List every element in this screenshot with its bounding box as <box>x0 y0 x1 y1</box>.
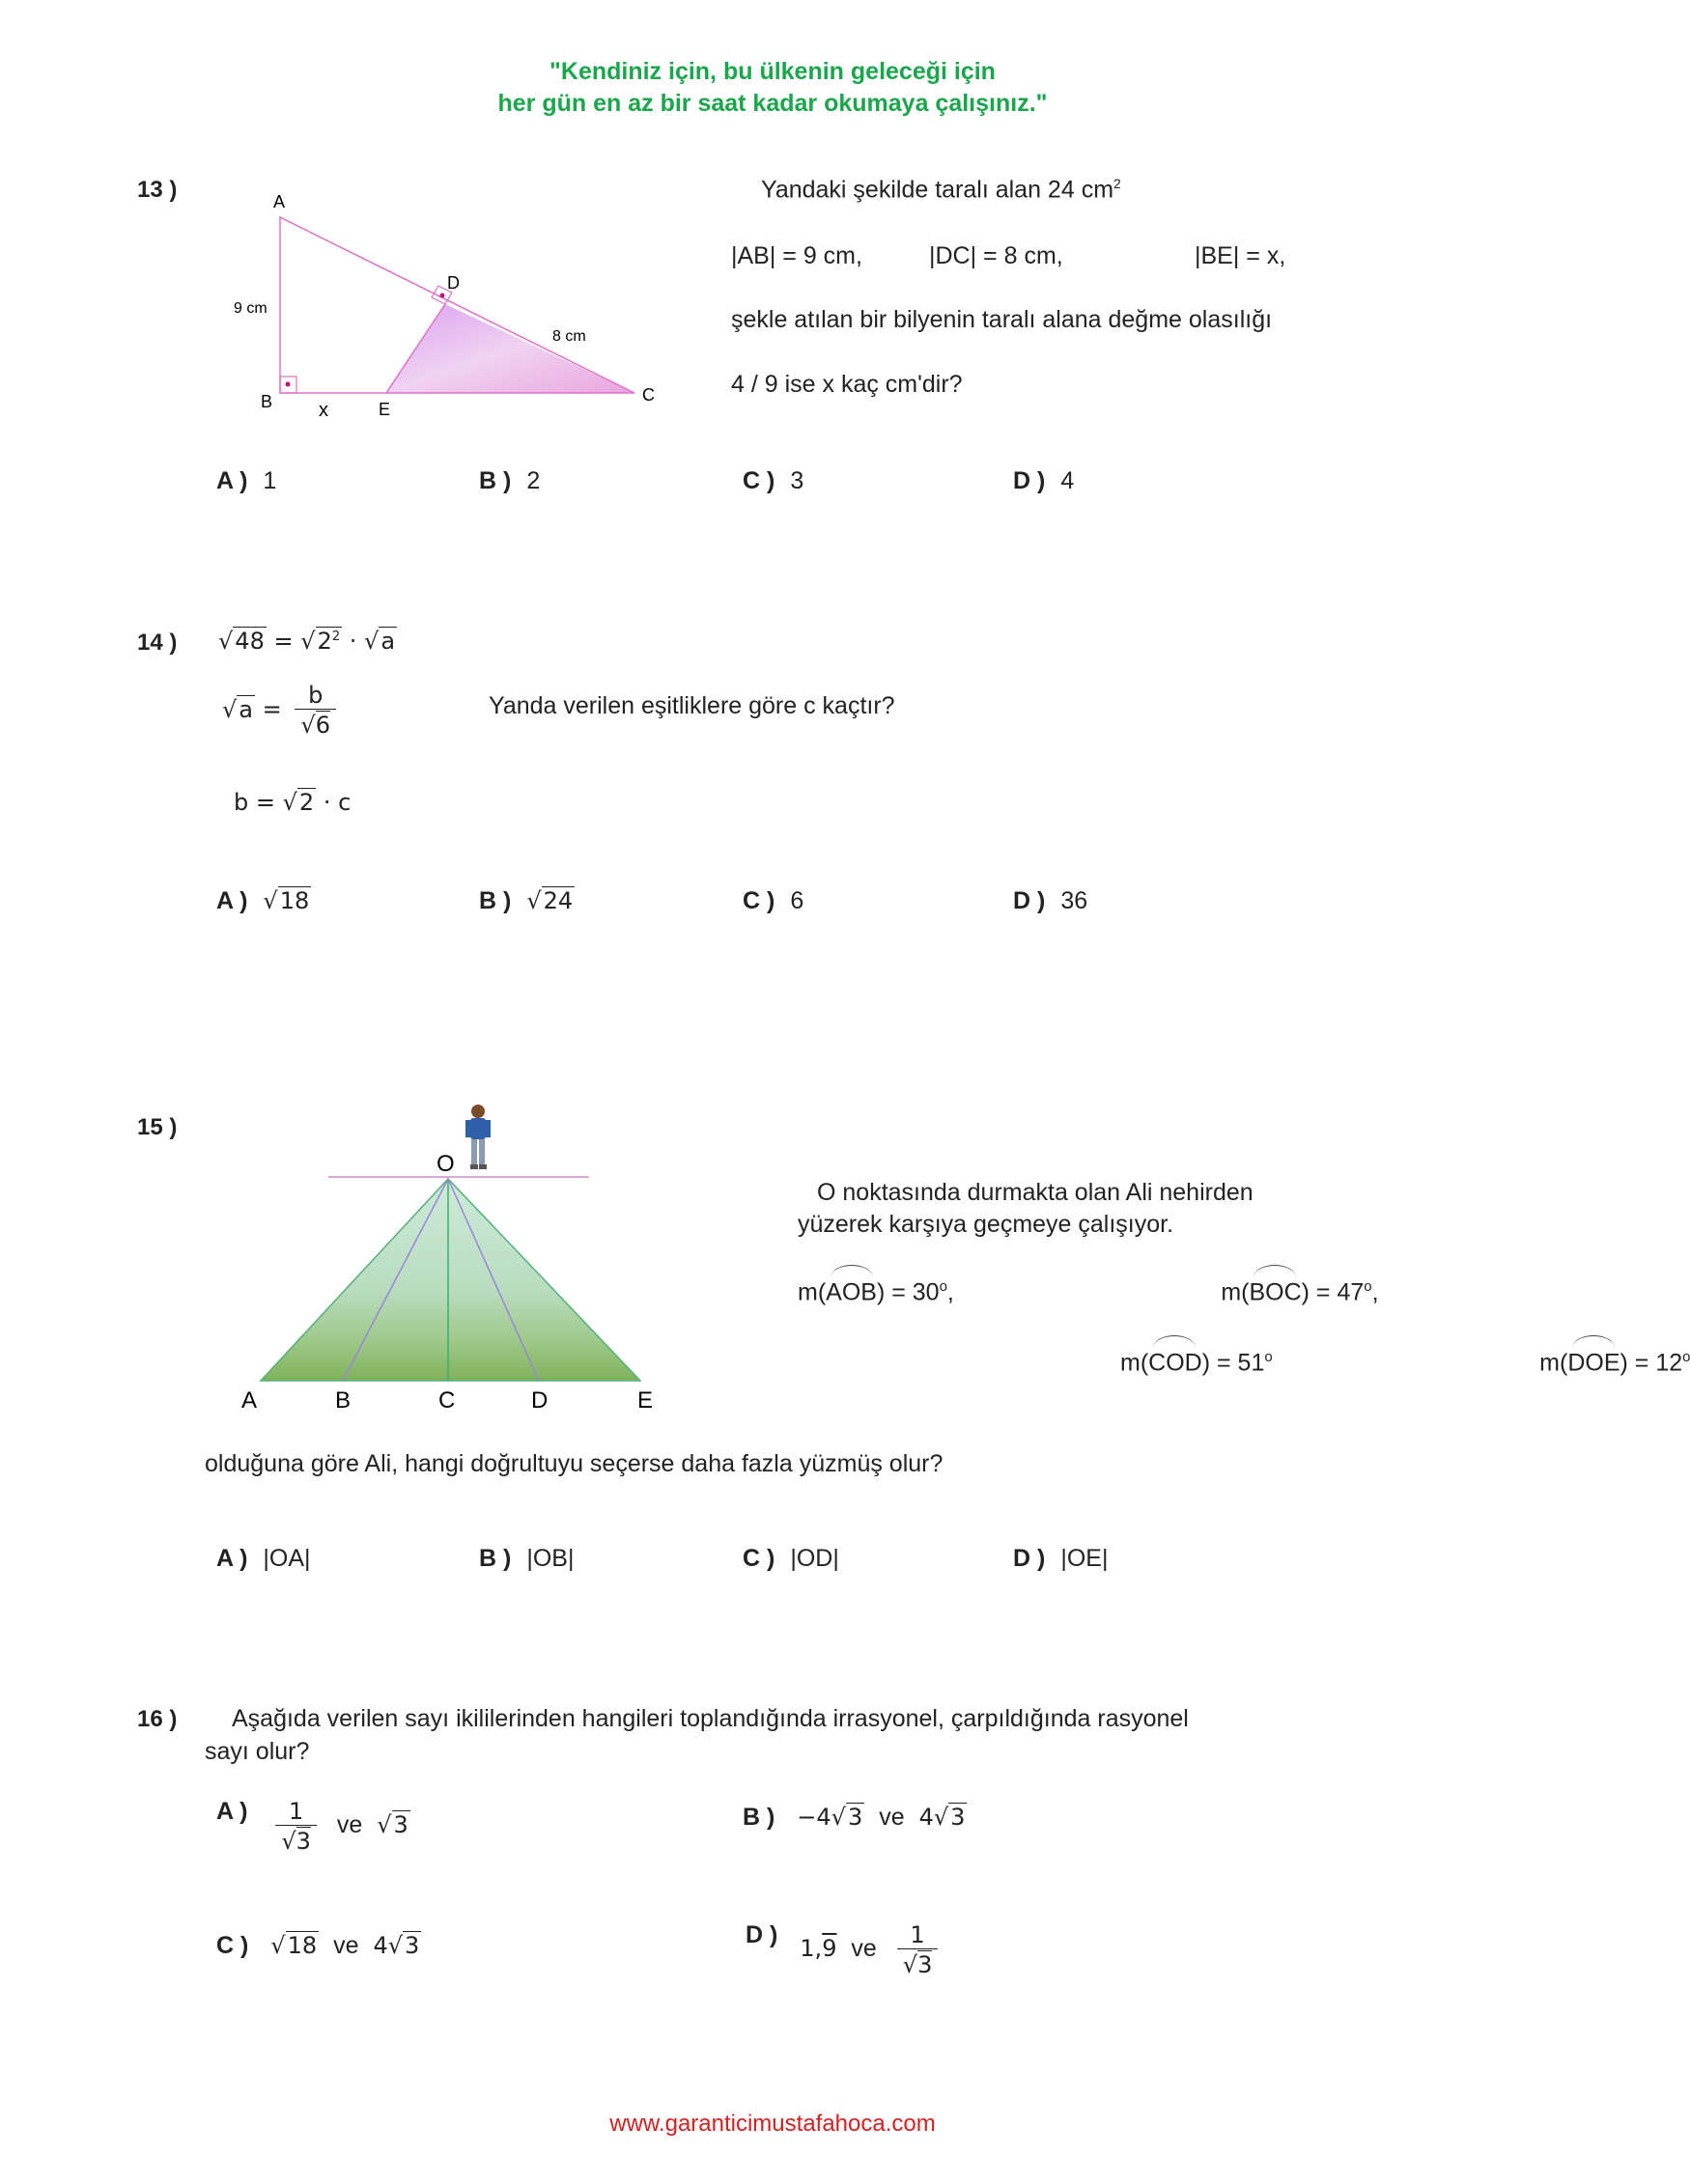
q15-option-d[interactable]: D ) |OE| <box>1013 1545 1109 1572</box>
q13-option-b[interactable]: B ) 2 <box>479 467 541 494</box>
q15-label-d: D <box>531 1387 549 1414</box>
q13-label-d: D <box>447 273 460 293</box>
motivational-quote-line2: her gün en az bir saat kadar okumaya çalışınız." <box>497 90 1048 117</box>
q16-option-c[interactable]: C ) √18 ve 4√3 <box>216 1932 420 1959</box>
motivational-quote-line1: "Kendiniz için, bu ülkenin geleceği için <box>549 58 996 85</box>
q13-triangle-figure <box>222 188 666 420</box>
q14-equation-3: b = √2 · c <box>234 789 352 816</box>
q14-option-b[interactable]: B ) √24 <box>479 887 574 914</box>
q13-dc-value: |DC| = 8 cm, <box>929 242 1063 269</box>
q15-option-a[interactable]: A ) |OA| <box>216 1545 311 1572</box>
q15-river-figure <box>232 1096 686 1419</box>
q15-angle-aob: $m(AOB) = 30^o$, <box>798 1278 954 1306</box>
q15-label-a: A <box>241 1387 258 1414</box>
q14-equation-2: √a = $\frac{b}{√6}$ <box>222 682 342 739</box>
q14-question-text: Yanda verilen eşitliklere göre c kaçtır? <box>489 692 895 719</box>
q15-text-line1: O noktasında durmakta olan Ali nehirden <box>817 1179 1253 1206</box>
q13-label-c: C <box>642 385 655 405</box>
question-15-number: 15 ) <box>137 1114 178 1140</box>
q14-option-d[interactable]: D ) 36 <box>1013 887 1088 914</box>
q15-label-o: O <box>437 1151 455 1177</box>
q14-option-a[interactable]: A ) √18 <box>216 887 310 914</box>
question-16-number: 16 ) <box>137 1706 178 1732</box>
q15-triangle-oae <box>261 1179 640 1381</box>
q13-shaded-region <box>386 304 634 393</box>
q13-length-dc: 8 cm <box>552 328 586 345</box>
q14-option-c[interactable]: C ) 6 <box>743 887 804 914</box>
q13-option-a[interactable]: A ) 1 <box>216 467 277 494</box>
q13-length-ab: 9 cm <box>234 300 268 317</box>
q13-text-line1: Yandaki şekilde taralı alan 24 $cm^2$ <box>761 176 1121 204</box>
q15-text-line2: yüzerek karşıya geçmeye çalışıyor. <box>798 1211 1174 1238</box>
q15-question-text: olduğuna göre Ali, hangi doğrultuyu seçerse daha fazla yüzmüş olur? <box>205 1450 944 1477</box>
q13-ab-value: |AB| = 9 cm, <box>731 242 862 269</box>
q13-label-x: x <box>319 400 328 421</box>
q15-label-c: C <box>438 1387 456 1414</box>
q15-option-b[interactable]: B ) |OB| <box>479 1545 575 1572</box>
q16-text-line2: sayı olur? <box>205 1738 310 1765</box>
q15-option-c[interactable]: C ) |OD| <box>743 1545 839 1572</box>
q16-option-a[interactable]: A ) $\frac{1}{√3}$ ve √3 <box>216 1798 408 1855</box>
q16-option-d[interactable]: D ) 1,9 ve $\frac{1}{√3}$ <box>746 1921 944 1978</box>
q13-label-a: A <box>273 192 286 211</box>
q15-label-b: B <box>335 1387 352 1414</box>
q15-angle-cod: $m(COD) = 51^o$ <box>1120 1349 1273 1377</box>
q16-option-b[interactable]: B ) −4√3 ve 4√3 <box>743 1804 966 1831</box>
q14-equation-1: $√48 = √2^2 \cdot √a$ <box>218 628 396 655</box>
question-14-number: 14 ) <box>137 630 178 656</box>
q13-text-line3: şekle atılan bir bilyenin taralı alana değme olasılığı <box>731 306 1273 333</box>
q16-text-line1: Aşağıda verilen sayı ikililerinden hangileri toplandığında irrasyonel, çarpıldığında rasyonel <box>232 1705 1189 1732</box>
q13-option-d[interactable]: D ) 4 <box>1013 467 1075 494</box>
q13-label-e: E <box>379 400 391 419</box>
q13-option-c[interactable]: C ) 3 <box>743 467 804 494</box>
q13-label-b: B <box>261 392 273 411</box>
q15-label-e: E <box>637 1387 654 1414</box>
q15-angle-doe: $m(DOE) = 12^o$ <box>1539 1349 1690 1377</box>
q13-be-value: |BE| = x, <box>1195 242 1286 269</box>
question-13-number: 13 ) <box>137 177 178 203</box>
ali-person-icon <box>465 1105 491 1169</box>
q15-angle-boc: $m(BOC) = 47^o$, <box>1221 1278 1379 1306</box>
q13-text-line4: 4 / 9 ise x kaç cm'dir? <box>731 371 963 398</box>
footer-website-link[interactable]: www.garanticimustafahoca.com <box>609 2111 936 2137</box>
